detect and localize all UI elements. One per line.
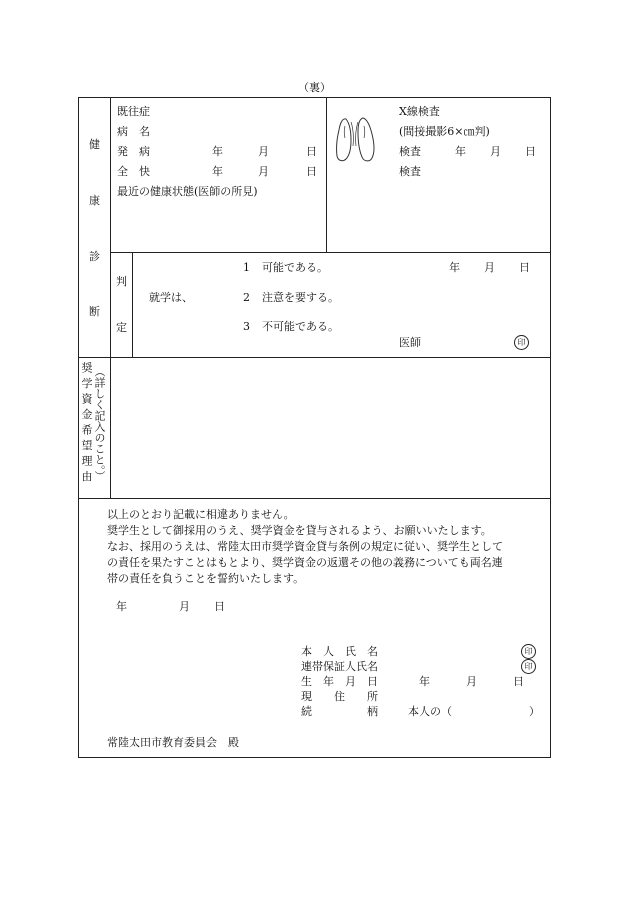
divider-label-column (110, 97, 111, 499)
frame-bottom (78, 757, 551, 758)
frame-top (78, 97, 551, 98)
divider-health-judgment (110, 252, 551, 253)
xray-title: X線検査 (399, 105, 440, 118)
divider-health-xray (326, 97, 327, 252)
onset-label: 発 病 (117, 145, 150, 158)
reason-label-note: （詳しく記入のこと。） (93, 366, 106, 482)
health-label-char-4: 断 (89, 305, 100, 318)
divider-judgment-label (132, 252, 133, 357)
onset-day: 日 (306, 145, 317, 158)
judgment-year: 年 (449, 261, 460, 274)
exam1-day: 日 (525, 145, 536, 158)
birth-month: 月 (466, 675, 477, 688)
recovery-month: 月 (258, 165, 269, 178)
judgment-option-3-no: 3 (243, 320, 250, 333)
divider-judgment-reason (78, 357, 551, 358)
exam1-label: 検査 (399, 145, 421, 158)
declaration-line-3: なお、採用のうえは、常陸太田市奨学資金貸与条例の規定に従い、奨学生として (107, 540, 503, 553)
relationship-value: 本人の（ ） (408, 705, 540, 718)
judgment-label-char-2: 定 (116, 321, 127, 334)
health-label-char-3: 診 (89, 250, 100, 263)
health-label-char-1: 健 (89, 138, 100, 151)
exam2-label: 検査 (399, 165, 421, 178)
xray-subtitle: (間接撮影6×㎝判) (399, 125, 490, 138)
guarantor-seal-icon: 印 (521, 659, 536, 674)
judgment-option-2-text: 注意を要する。 (262, 291, 339, 304)
judgment-option-1-no: 1 (243, 261, 250, 274)
judgment-day: 日 (519, 261, 530, 274)
disease-name-label: 病 名 (117, 125, 150, 138)
lungs-icon (332, 116, 378, 164)
recent-health-label: 最近の健康状態(医師の所見) (117, 185, 258, 198)
birth-date-label: 生 年 月 日 (301, 675, 378, 688)
judgment-option-1-text: 可能である。 (262, 261, 328, 274)
relationship-label: 続 柄 (301, 705, 378, 718)
exam1-year: 年 (455, 145, 466, 158)
judgment-label-char-1: 判 (116, 275, 127, 288)
declaration-month: 月 (179, 600, 190, 613)
declaration-line-5: 帯の責任を負うことを誓約いたします。 (107, 572, 305, 585)
recovery-day: 日 (306, 165, 317, 178)
doctor-seal-icon: 印 (514, 335, 529, 350)
recovery-label: 全 快 (117, 165, 150, 178)
birth-day: 日 (513, 675, 524, 688)
onset-year: 年 (212, 145, 223, 158)
self-name-label: 本 人 氏 名 (301, 645, 378, 658)
school-attendance-label: 就学は、 (149, 291, 193, 304)
onset-month: 月 (258, 145, 269, 158)
page-side-label: （裏） (298, 81, 331, 94)
birth-year: 年 (419, 675, 430, 688)
self-seal-icon: 印 (521, 644, 536, 659)
addressee: 常陸太田市教育委員会 殿 (107, 736, 239, 749)
declaration-line-1: 以上のとおり記載に相違ありません。 (107, 508, 295, 521)
doctor-label: 医師 (399, 336, 421, 349)
guarantor-name-label: 連帯保証人氏名 (301, 660, 378, 673)
reason-label-main: 奨学資金希望理由 (80, 362, 93, 486)
frame-left (78, 97, 79, 758)
judgment-option-3-text: 不可能である。 (262, 320, 339, 333)
declaration-line-4: の責任を果たすことはもとより、奨学資金の返還その他の義務についても両名連 (107, 556, 503, 569)
health-label-char-2: 康 (89, 194, 100, 207)
frame-right (550, 97, 551, 758)
divider-reason-declaration (78, 498, 551, 499)
past-illness-label: 既往症 (117, 105, 150, 118)
judgment-month: 月 (484, 261, 495, 274)
declaration-line-2: 奨学生として御採用のうえ、奨学資金を貸与されるよう、お願いいたします。 (107, 524, 492, 537)
declaration-day: 日 (214, 600, 225, 613)
address-label: 現 住 所 (301, 690, 378, 703)
recovery-year: 年 (212, 165, 223, 178)
judgment-option-2-no: 2 (243, 291, 250, 304)
exam1-month: 月 (490, 145, 501, 158)
declaration-year: 年 (116, 600, 127, 613)
